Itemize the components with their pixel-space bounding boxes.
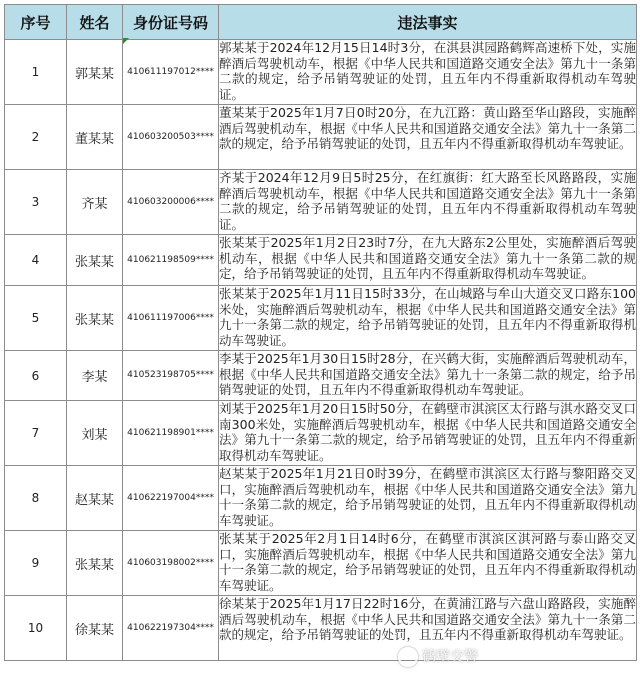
- watermark-logo-icon: [398, 647, 418, 667]
- cell-no: 5: [5, 286, 67, 351]
- cell-no: 2: [5, 105, 67, 170]
- cell-fact: 张某某于2025年1月11日15时33分，在山城路与牟山大道交叉口路东100米处，实施醉酒后驾驶机动车，根据《中华人民共和国道路交通安全法》第九十一条第二款的规定，给予吊销驾驶证的处罚，且五年内不得重新取得机动车驾驶证。: [219, 286, 637, 351]
- cell-name: 张某某: [67, 286, 123, 351]
- table-row: [5, 105, 637, 170]
- header-fact: 违法事实: [219, 5, 637, 40]
- cell-fact: 张某某于2025年1月2日23时7分，在九大路东2公里处，实施醉酒后驾驶机动车，根据《中华人民共和国道路交通安全法》第九十一条第二款的规定，给予吊销驾驶证的处罚，且五年内不得重新取得机动车驾驶证。: [219, 235, 637, 286]
- cell-id: 410622197004****: [123, 466, 219, 531]
- cell-comment-marker: [123, 38, 129, 44]
- table-row: [5, 401, 637, 466]
- table-row: [5, 235, 637, 286]
- cell-fact: 李某于2025年1月30日15时28分，在兴鹤大街，实施醉酒后驾驶机动车，根据《中华人民共和国道路交通安全法》第九十一条第二款的规定，给予吊销驾驶证的处罚，且五年内不得重新取得机动车驾驶证。: [219, 351, 637, 401]
- cell-no: 10: [5, 596, 67, 661]
- cell-fact: 张某某于2025年2月1日14时6分，在鹤壁市淇滨区淇河路与泰山路交叉口，实施醉酒后驾驶机动车，根据《中华人民共和国道路交通安全法》第九十一条第二款的规定，给予吊销驾驶证的处罚，且五年内不得重新取得机动车驾驶证。: [219, 531, 637, 596]
- cell-name: 张某某: [67, 531, 123, 596]
- cell-id: 410603200006****: [123, 170, 219, 235]
- violation-table: [4, 4, 637, 661]
- cell-id: 410603200503****: [123, 105, 219, 170]
- cell-no: 7: [5, 401, 67, 466]
- cell-id: 410622197304****: [123, 596, 219, 661]
- cell-no: 3: [5, 170, 67, 235]
- cell-fact: 齐某于2024年12月9日5时25分，在红旗街：红大路至长风路路段，实施醉酒后驾驶机动车，根据《中华人民共和国道路交通安全法》第九十一条第二款的规定，给予吊销驾驶证的处罚，且五年内不得重新取得机动车驾驶证。: [219, 170, 637, 235]
- header-id: 身份证号码: [123, 5, 219, 40]
- table-row: [5, 596, 637, 661]
- cell-id: 410523198705****: [123, 351, 219, 401]
- cell-fact: 赵某某于2025年1月21日0时39分，在鹤壁市淇滨区太行路与黎阳路交叉口，实施醉酒后驾驶机动车，根据《中华人民共和国道路交通安全法》第九十一条第二款的规定，给予吊销驾驶证的处罚，且五年内不得重新取得机动车驾驶证。: [219, 466, 637, 531]
- cell-id: 410611197012****: [123, 40, 219, 105]
- table-row: [5, 351, 637, 401]
- watermark-text: 鹤壁交警: [422, 649, 478, 665]
- cell-name: 赵某某: [67, 466, 123, 531]
- cell-id: 410621198509****: [123, 235, 219, 286]
- table-row: [5, 466, 637, 531]
- cell-no: 6: [5, 351, 67, 401]
- header-no: 序号: [5, 5, 67, 40]
- table-row: [5, 170, 637, 235]
- table-row: [5, 40, 637, 105]
- cell-fact: 董某某于2025年1月7日0时20分，在九江路：黄山路至华山路段，实施醉酒后驾驶机动车，根据《中华人民共和国道路交通安全法》第九十一条第二款的规定，给予吊销驾驶证的处罚，且五年内不得重新取得机动车驾驶证。: [219, 105, 637, 170]
- cell-name: 郭某某: [67, 40, 123, 105]
- cell-fact: 徐某某于2025年1月17日22时16分，在黄浦江路与六盘山路路段，实施醉酒后驾驶机动车，根据《中华人民共和国道路交通安全法》第九十一条第二款的规定，给予吊销驾驶证的处罚，且五年内不得重新取得机动车驾驶证。: [219, 596, 637, 661]
- cell-name: 董某某: [67, 105, 123, 170]
- cell-id: 410603198002****: [123, 531, 219, 596]
- cell-fact: 郭某某于2024年12月15日14时3分，在淇县淇园路鹤辉高速桥下处，实施醉酒后驾驶机动车，根据《中华人民共和国道路交通安全法》第九十一条第二款的规定，给予吊销驾驶证的处罚，且五年内不得重新取得机动车驾驶证。: [219, 40, 637, 105]
- cell-name: 徐某某: [67, 596, 123, 661]
- table-row: [5, 286, 637, 351]
- cell-no: 1: [5, 40, 67, 105]
- cell-name: 齐某: [67, 170, 123, 235]
- cell-id: 410621198901****: [123, 401, 219, 466]
- cell-no: 8: [5, 466, 67, 531]
- cell-id: 410611197006****: [123, 286, 219, 351]
- cell-no: 9: [5, 531, 67, 596]
- table-row: [5, 531, 637, 596]
- header-name: 姓名: [67, 5, 123, 40]
- table-header-row: [5, 5, 637, 40]
- watermark: [398, 646, 478, 667]
- cell-no: 4: [5, 235, 67, 286]
- cell-fact: 刘某于2025年1月20日15时50分，在鹤壁市淇滨区太行路与淇水路交叉口南300米处，实施醉酒后驾驶机动车，根据《中华人民共和国道路交通安全法》第九十一条第二款的规定，给予吊销驾驶证的处罚，且五年内不得重新取得机动车驾驶证。: [219, 401, 637, 466]
- cell-name: 张某某: [67, 235, 123, 286]
- cell-name: 李某: [67, 351, 123, 401]
- cell-name: 刘某: [67, 401, 123, 466]
